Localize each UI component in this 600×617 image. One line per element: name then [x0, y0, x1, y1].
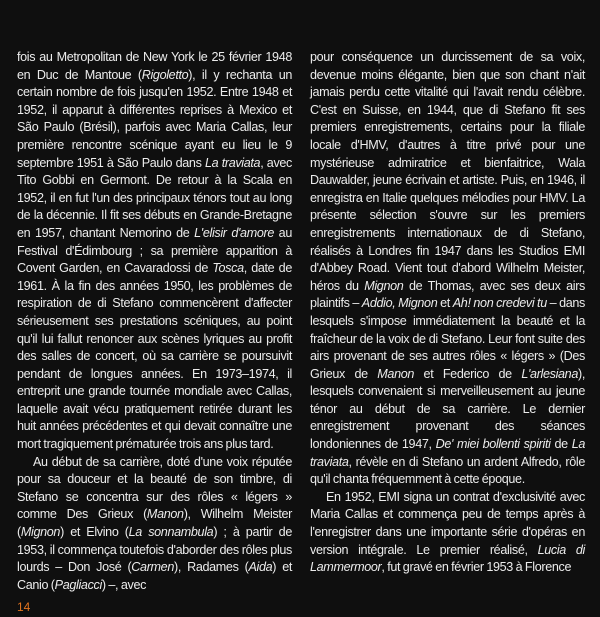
- text-run: , date de 1961. À la fin des années 1950, les problèmes de respiration de di Stefano commencèrent d'affecter sérieusement ses prestations scéniques, au point qu'il lui fallut renoncer aux scènes lyriques au profit des salles de concert, où sa carrière se poursuivit pendant de longues années. En 1973–1974, il entreprit une grande tournée mondiale avec Callas, laquelle avait vécu pratiquement retirée durant les huit années précédentes et qui devait connaître une mort tragiquement prématurée trois ans plus tard.: [17, 261, 292, 452]
- italic-title: Pagliacci: [54, 577, 102, 592]
- text-run: de Thomas, avec ses deux airs plaintifs –: [310, 278, 585, 311]
- italic-title: Lucia di Lammermoor: [310, 542, 586, 575]
- italic-title: La traviata: [310, 437, 586, 469]
- text-run: ) et Canio (: [17, 560, 292, 592]
- text-run: , avec Tito Gobbi en Germont. De retour à la Scala en 1952, il en fut l'un des principaux ténors tout au long de la décennie. Il fit ses débuts en Grande-Bretagne en 1957, chantant Nemorino de: [17, 155, 292, 240]
- italic-title: Tosca: [212, 261, 244, 276]
- text-run: fois au Metropolitan de New York le 25 février 1948 en Duc de Mantoue (: [17, 50, 292, 82]
- text-run: et: [437, 296, 453, 311]
- text-run: ) ; à partir de 1953, il commença toutefois d'aborder des rôles plus lourds – Don José (: [17, 525, 292, 575]
- italic-title: Mignon: [364, 278, 404, 293]
- left-paragraph-1: [17, 49, 292, 454]
- italic-title: Addio, Mignon: [361, 296, 438, 311]
- italic-title: La sonnambula: [128, 525, 214, 540]
- text-run: – dans lesquels s'impose immédiatement la beauté et la fraîcheur de la voix de di Stefano. Leur font suite des airs provenant de ses autres rôles « légers » (Des Grieux de: [310, 296, 585, 381]
- italic-title: L'arlesiana: [521, 366, 578, 381]
- italic-title: L'elisir d'amore: [194, 225, 274, 240]
- page-number: 14: [17, 600, 31, 614]
- text-run: ), Radames (: [174, 560, 249, 575]
- text-run: En 1952, EMI signa un contrat d'exclusivité avec Maria Callas et commença peu de temps après à l'enregistrer dans une importante série d'opéras en version intégrale. Le premier réalisé,: [310, 489, 585, 557]
- text-run: de: [550, 437, 572, 452]
- text-run: au Festival d'Édimbourg ; sa première apparition à Covent Garden, en Cavaradossi de: [17, 225, 292, 276]
- right-column: [310, 49, 585, 577]
- italic-title: Aida: [248, 560, 273, 575]
- text-run: Au début de sa carrière, doté d'une voix réputée pour sa douceur et la beauté de son timbre, di Stefano se concentra sur des rôles « légers » comme Des Grieux (: [17, 454, 292, 522]
- left-column: [17, 49, 292, 594]
- text-run: ) –, avec: [101, 577, 147, 592]
- italic-title: Rigoletto: [141, 67, 189, 82]
- text-run: ), lesquels convenaient si merveilleusement au jeune ténor au début de sa carrière. Le dernier enregistrement provenant des séances londoniennes de 1947,: [310, 366, 585, 452]
- text-run: pour conséquence un durcissement de sa voix, devenue moins élégante, bien que son chant n'ait jamais perdu cette vitalité qui l'avait rendu célèbre. C'est en Suisse, en 1944, que di Stefano fit ses premiers enregistrements, certains pour la filiale locale d'HMV, d'autres à titre privé pour une mystérieuse admiratrice et bienfaitrice, Wala Dauwalder, jeune écrivain et artiste. Puis, en 1946, il enregistra en Italie quelques mélodies pour HMV. La présente sélection s'ouvre sur les premiers enregistrements internationaux de di Stefano, réalisés à Londres fin 1947 dans les Studios EMI d'Abbey Road. Vient tout d'abord Wilhelm Meister, héros du: [310, 50, 585, 293]
- text-run: , révèle en di Stefano un ardent Alfredo, rôle qu'il chanta fréquemment à cette époque.: [310, 454, 585, 487]
- italic-title: La traviata: [204, 155, 261, 170]
- italic-title: Carmen: [131, 560, 174, 575]
- italic-title: Manon: [377, 366, 415, 381]
- text-run: ), il y rechanta un certain nombre de fois jusqu'en 1952. Entre 1948 et 1952, il apparut à différentes reprises à Mexico et São Paulo (Brésil), parfois avec Maria Callas, leur première rencontre scénique ayant eu lieu le 9 septembre 1951 à São Paulo dans: [17, 67, 293, 170]
- text-run: ), Wilhelm Meister (: [17, 507, 292, 540]
- italic-title: Manon: [146, 507, 184, 522]
- right-paragraph-2: [310, 489, 585, 577]
- italic-title: Ah! non credevi tu: [452, 296, 547, 311]
- right-paragraph-1: [310, 49, 585, 489]
- left-paragraph-2: [17, 454, 292, 595]
- text-run: et Federico de: [414, 366, 522, 381]
- italic-title: Mignon: [20, 525, 61, 540]
- text-run: ) et Elvino (: [60, 525, 129, 540]
- italic-title: De' miei bollenti spiriti: [435, 437, 551, 452]
- text-run: , fut gravé en février 1953 à Florence: [381, 560, 572, 575]
